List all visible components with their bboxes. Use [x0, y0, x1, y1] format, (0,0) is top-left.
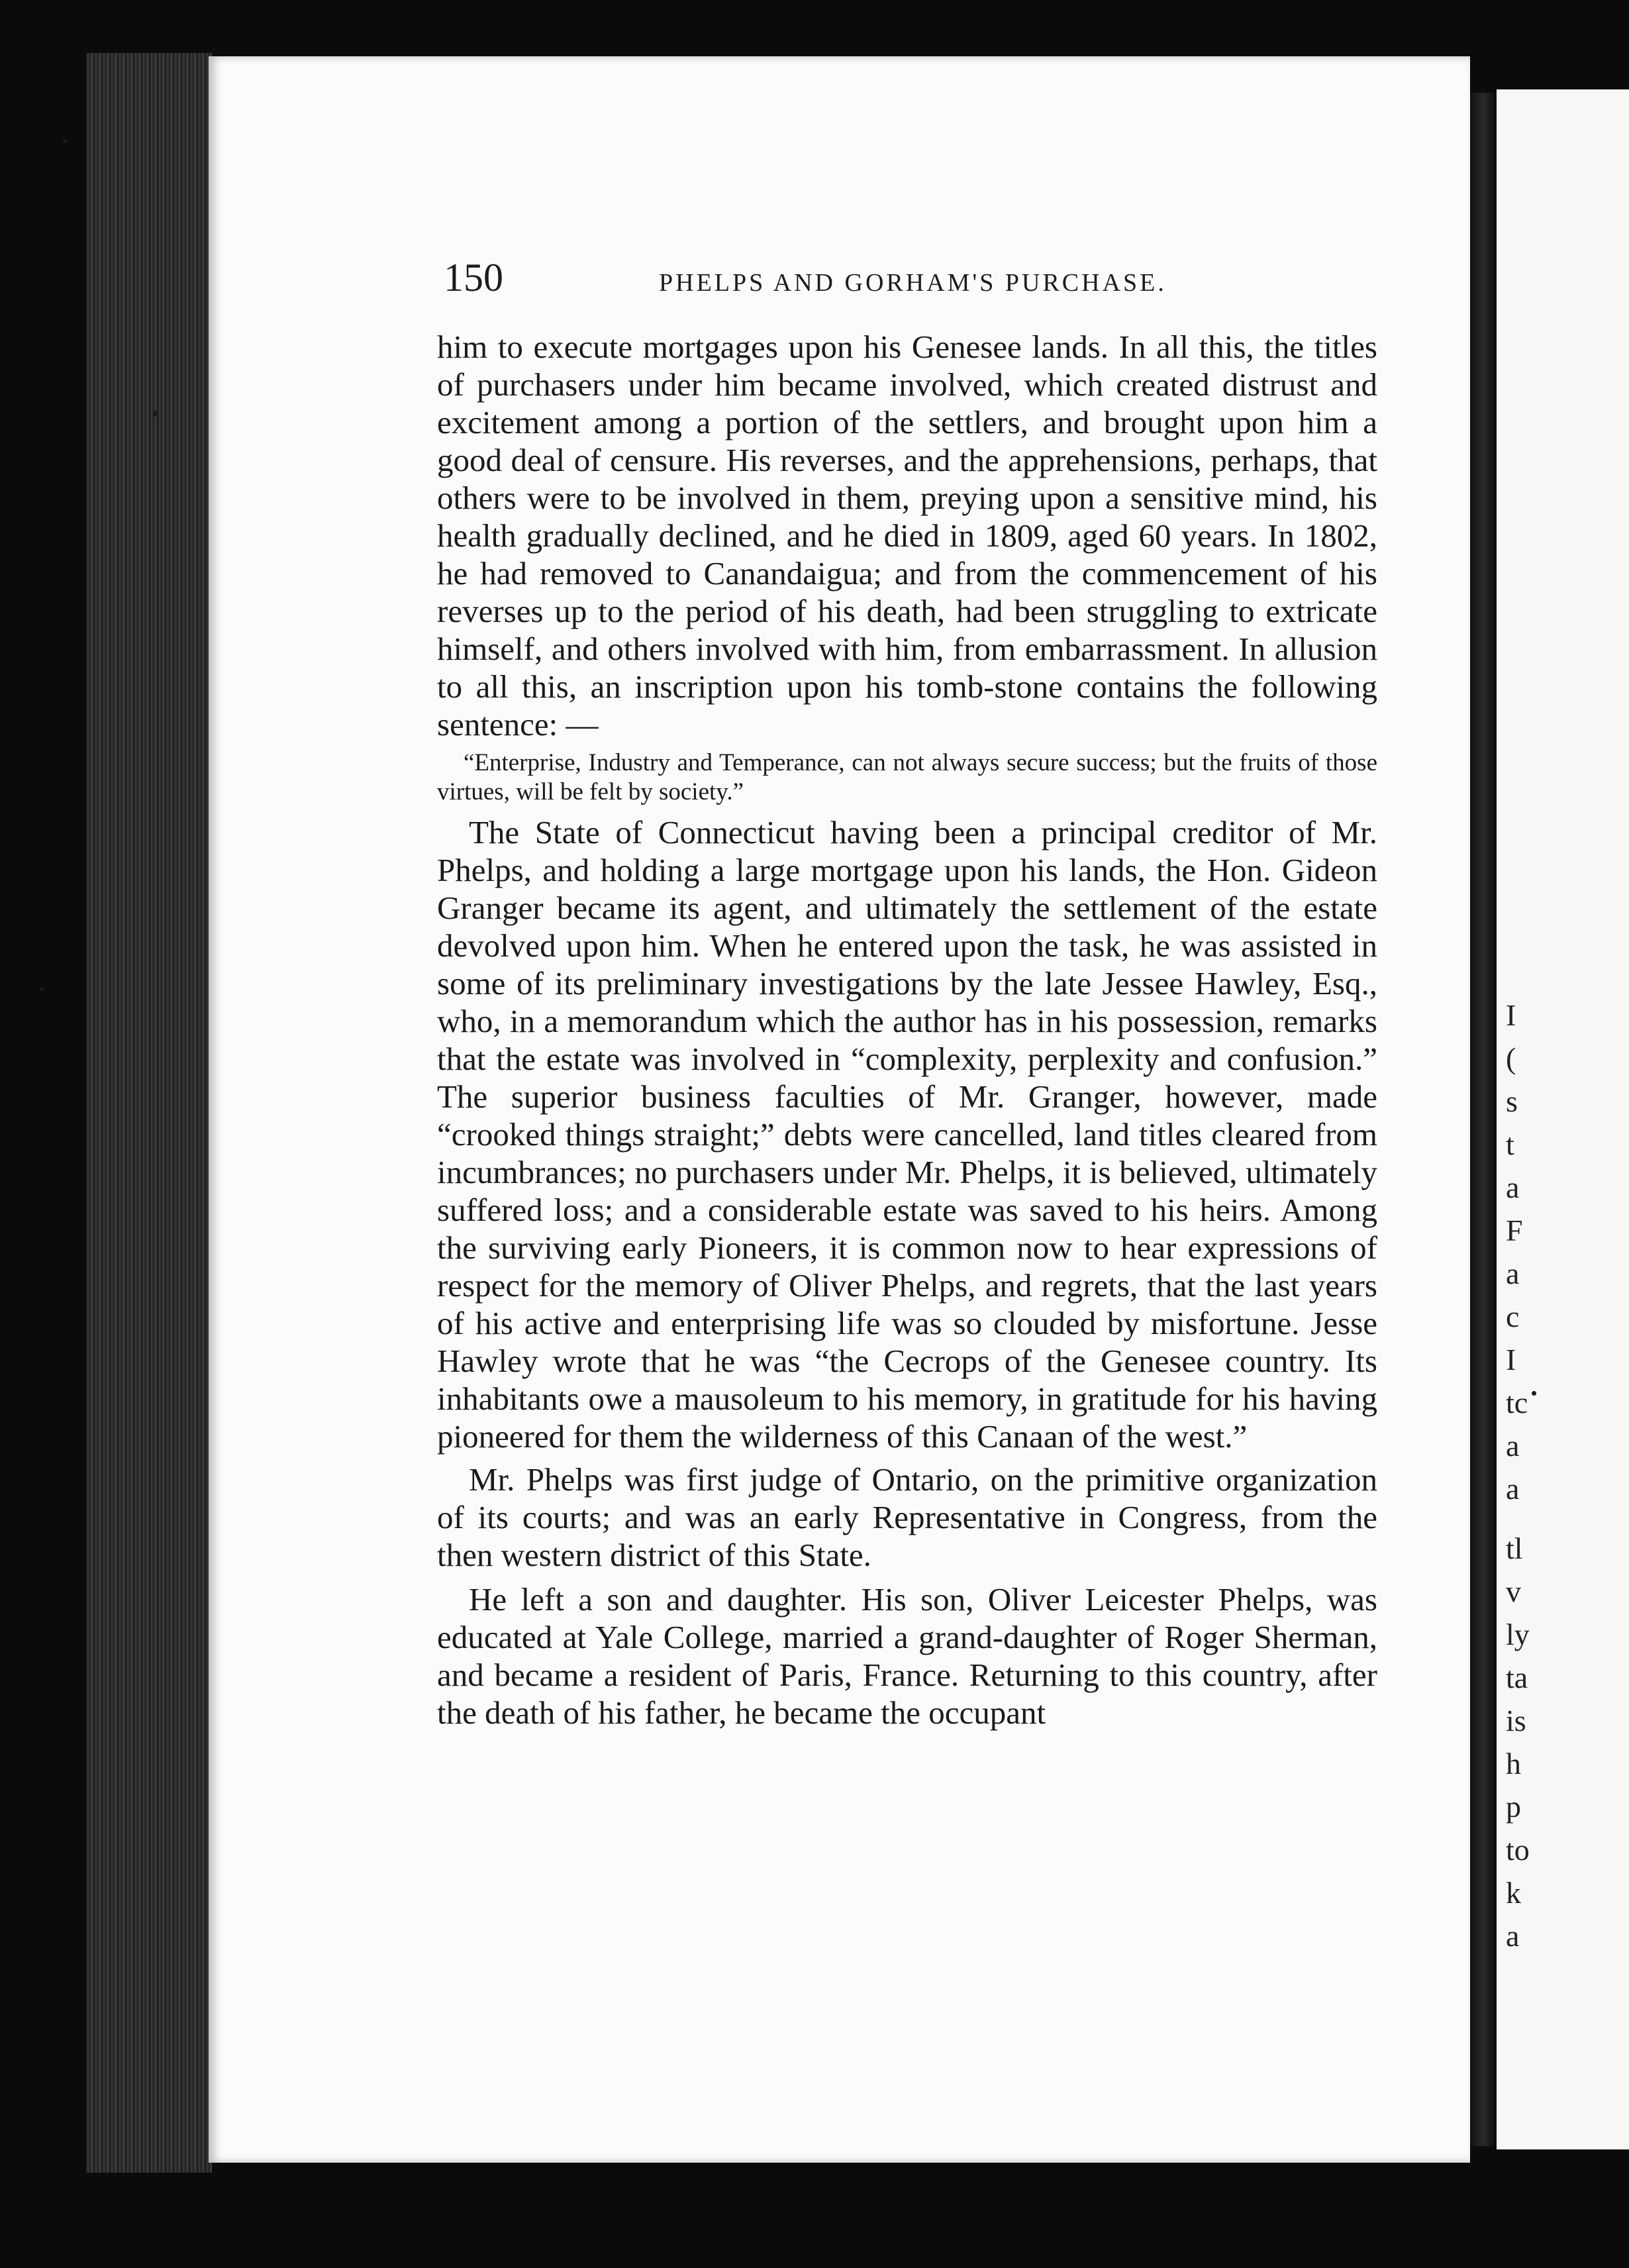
facing-page-letter: ly	[1506, 1618, 1530, 1651]
scan-speck	[1532, 1391, 1536, 1396]
facing-page-letter: ta	[1506, 1661, 1528, 1694]
facing-page-letter: tc	[1506, 1386, 1528, 1419]
facing-page-letter: a	[1506, 1257, 1520, 1290]
scan-speck	[63, 139, 67, 143]
facing-page-letter: a	[1506, 1429, 1520, 1463]
paragraph: Mr. Phelps was first judge of Ontario, on the primitive organization of its courts; and was an early Representative in Congress, from the then western district of this State.	[437, 1461, 1377, 1573]
body-text	[437, 328, 1377, 1731]
facing-page-letter: k	[1506, 1876, 1521, 1910]
book-spine-edge	[86, 53, 212, 2173]
facing-page-letter: s	[1506, 1084, 1518, 1118]
facing-page-letter: is	[1506, 1704, 1526, 1737]
facing-page-fragment	[1497, 89, 1629, 2149]
paragraph: The State of Connecticut having been a principal creditor of Mr. Phelps, and holding a large mortgage upon his lands, the Hon. Gideon Granger became its agent, and ultimately the settlement of the estate devolved upon him. When he entered upon the task, he was assisted in some of its preliminary investigations by the late Jessee Hawley, Esq., who, in a memorandum which the author has in his possession, remarks that the estate was involved in “complexity, perplexity and confusion.” The superior business faculties of Mr. Granger, however, made “crooked things straight;” debts were cancelled, land titles cleared from incumbrances; no purchasers under Mr. Phelps, it is believed, ultimately suffered loss; and a considerable estate was saved to his heirs. Among the surviving early Pioneers, it is common now to hear expressions of respect for the memory of Oliver Phelps, and regrets, that the last years of his active and enterprising life was so clouded by misfortune. Jesse Hawley wrote that he was “the Cecrops of the Genesee country. Its inhabitants owe a mausoleum to his memory, in gratitude for his having pioneered for them the wilderness of this Canaan of the west.”	[437, 814, 1377, 1455]
facing-page-letter: v	[1506, 1574, 1521, 1608]
facing-page-letter: (	[1506, 1041, 1516, 1075]
facing-page-letter: I	[1506, 998, 1516, 1032]
facing-page-letter: p	[1506, 1790, 1521, 1824]
facing-page-letter: a	[1506, 1472, 1520, 1506]
facing-page-letter: tl	[1506, 1531, 1523, 1565]
facing-page-letter: a	[1506, 1170, 1520, 1204]
paragraph: He left a son and daughter. His son, Oliver Leicester Phelps, was educated at Yale College, married a grand-daughter of Roger Sherman, and became a resident of Paris, France. Returning to this country, after the death of his father, he became the occupant	[437, 1581, 1377, 1731]
facing-page-letter: h	[1506, 1747, 1521, 1780]
running-title: PHELPS AND GORHAM'S PURCHASE.	[659, 269, 1167, 297]
facing-page-letter: c	[1506, 1300, 1520, 1333]
facing-page-letter: t	[1506, 1127, 1514, 1161]
facing-page-letter: F	[1506, 1213, 1523, 1247]
epitaph-quote: “Enterprise, Industry and Temperance, can not always secure success; but the fruits of those virtues, will be felt by society.”	[437, 749, 1377, 805]
scan-speck	[40, 987, 44, 991]
facing-page-letter: I	[1506, 1343, 1516, 1376]
paragraph: him to execute mortgages upon his Genesee lands. In all this, the titles of purchasers under him became involved, which created distrust and excitement among a portion of the settlers, and brought upon him a good deal of censure. His reverses, and the apprehensions, perhaps, that others were to be involved in them, preying upon a sensitive mind, his health gradually declined, and he died in 1809, aged 60 years. In 1802, he had removed to Canandaigua; and from the commencement of his reverses up to the period of his death, had been struggling to extricate himself, and others involved with him, from embarrassment. In allusion to all this, an inscription upon his tomb-stone contains the following sentence: —	[437, 329, 1377, 743]
facing-page-letter: a	[1506, 1919, 1520, 1953]
page-gutter	[1470, 93, 1497, 2146]
running-header	[444, 255, 1364, 308]
page-number: 150	[444, 256, 503, 299]
facing-page-letter: to	[1506, 1833, 1530, 1867]
scan-speck	[152, 411, 158, 417]
